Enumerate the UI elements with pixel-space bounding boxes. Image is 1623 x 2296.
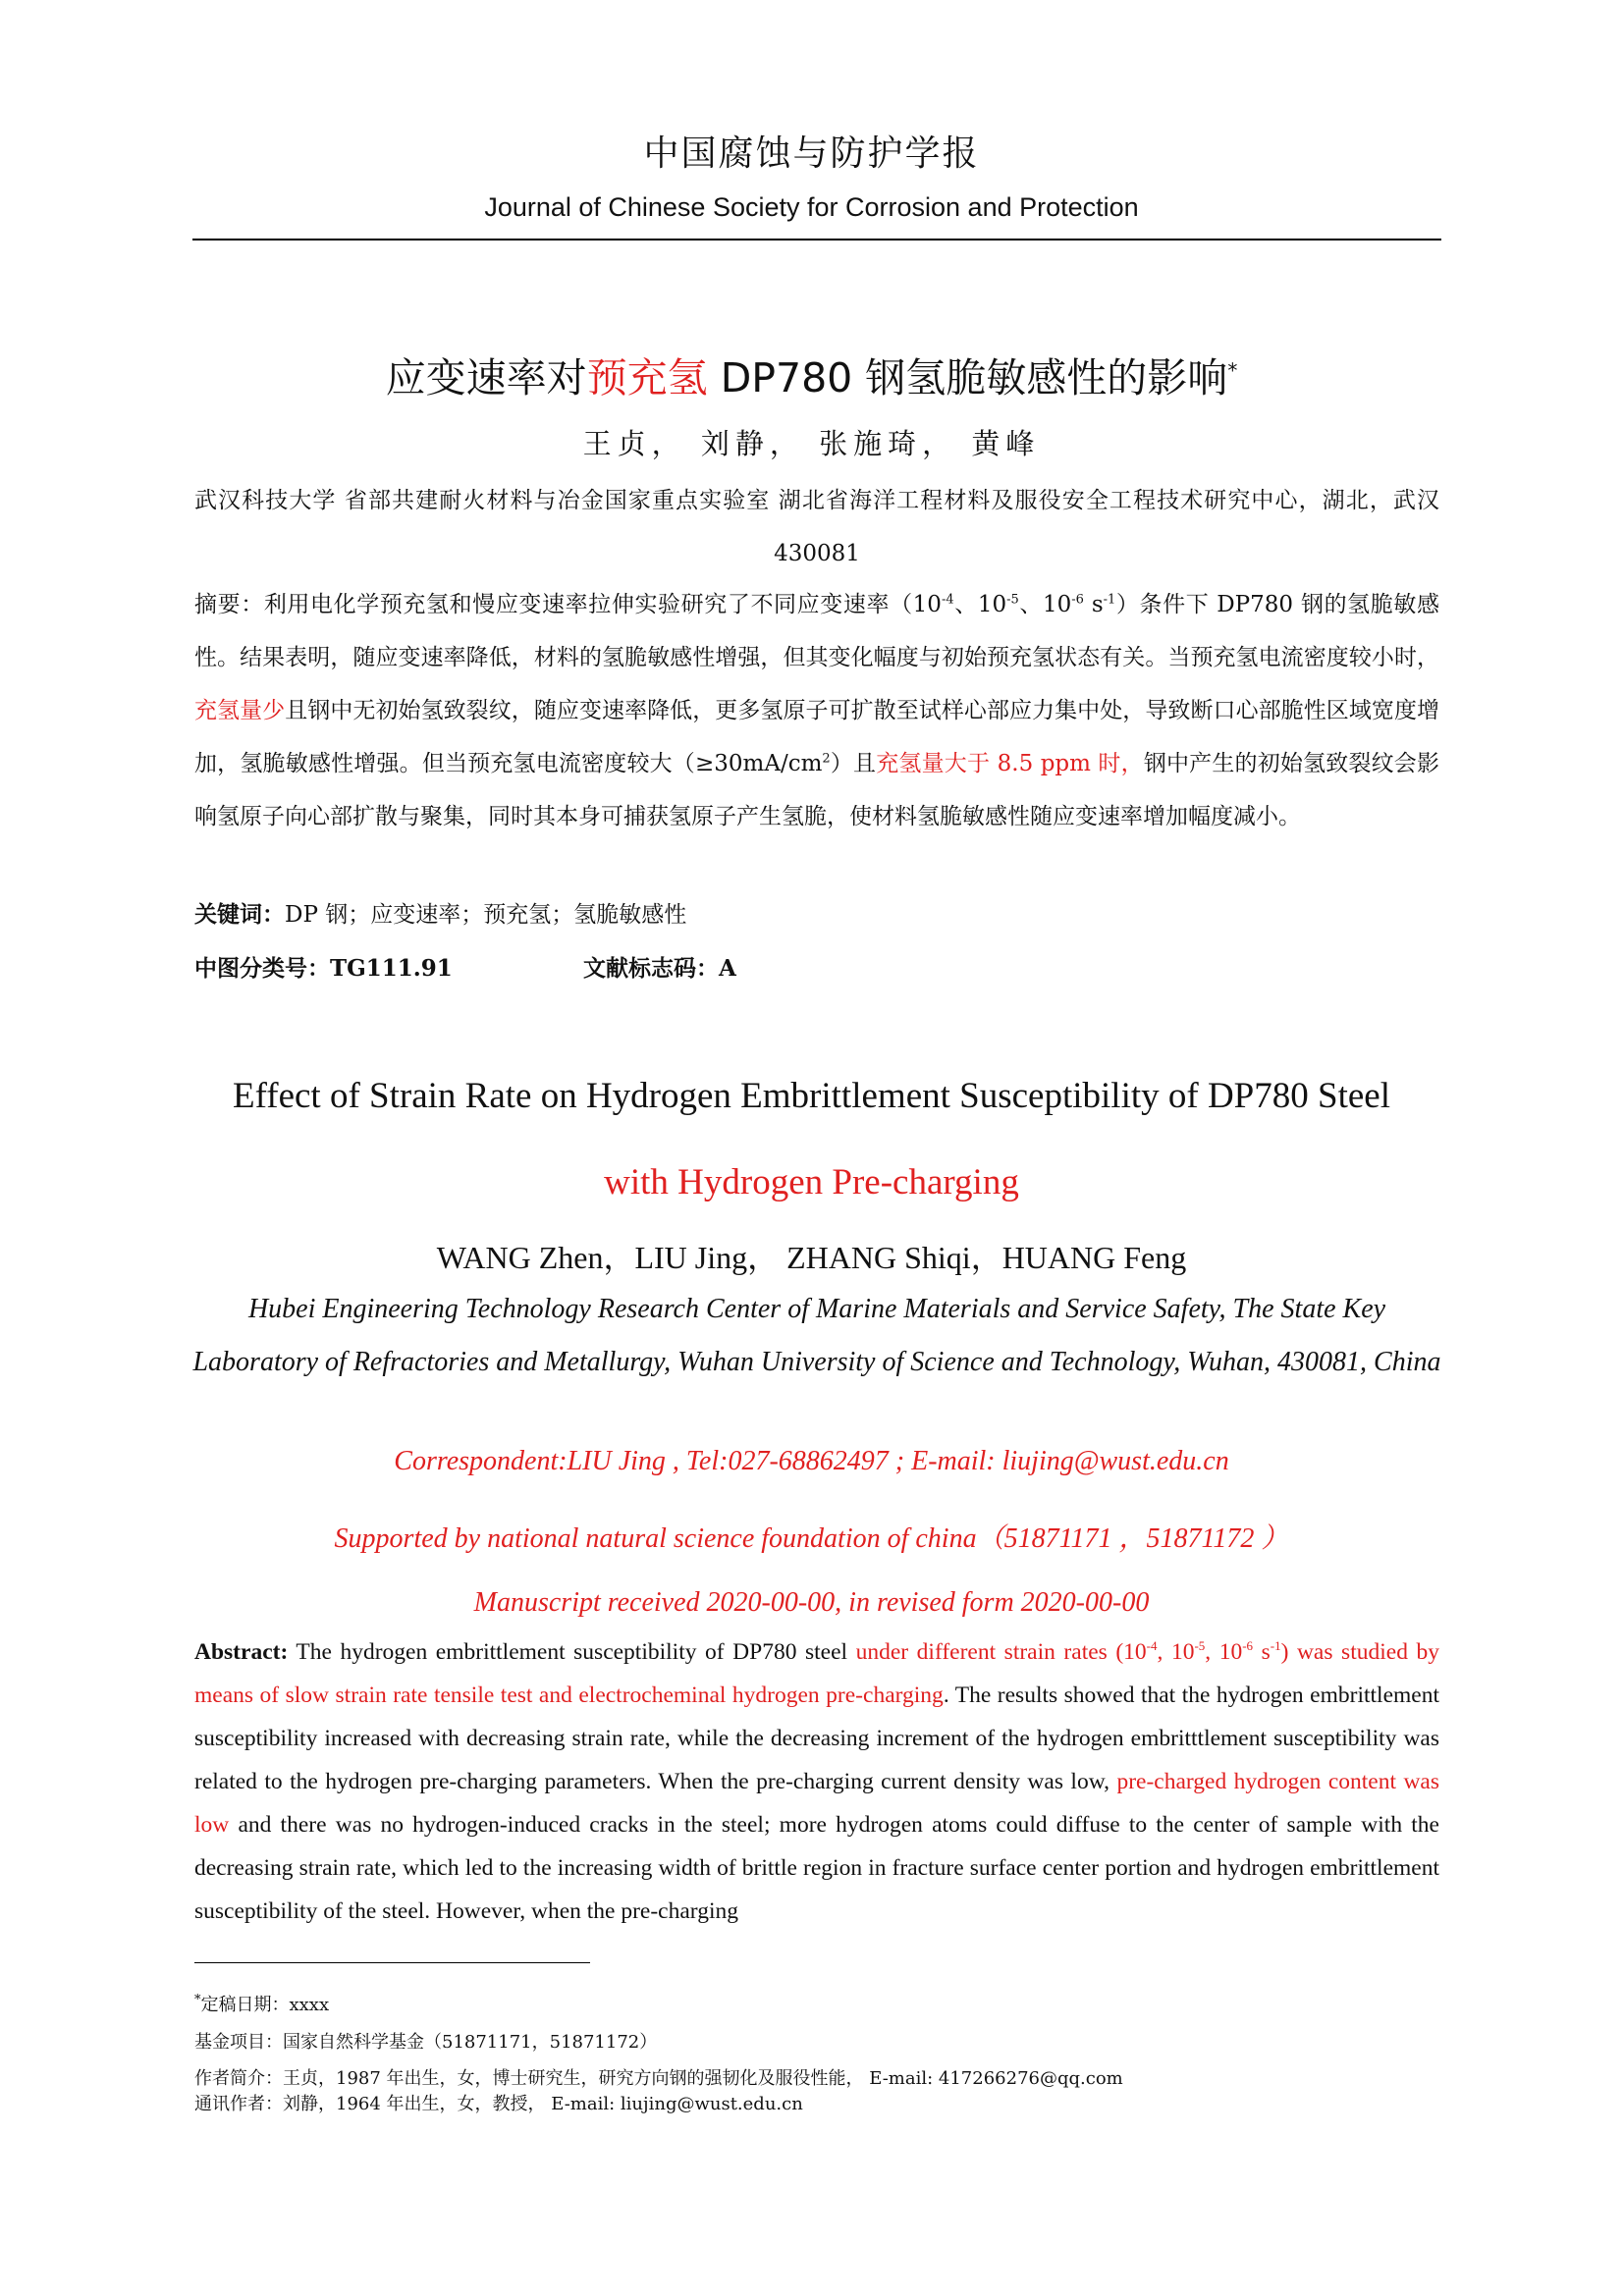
abstract-cn-highlight: 充氢量大于 8.5 ppm 时，	[876, 751, 1144, 776]
abstract-en-text: The hydrogen embrittlement susceptibility of DP780 steel	[288, 1639, 856, 1665]
exponent: -6	[1242, 1638, 1254, 1654]
abstract-cn-text: 、10	[953, 592, 1007, 617]
title-cn-part3: DP780 钢氢脆敏感性的影响	[707, 354, 1228, 401]
manuscript-received: Manuscript received 2020-00-00, in revised form 2020-00-00	[473, 1587, 1150, 1618]
authors-en: WANG Zhen，LIU Jing， ZHANG Shiqi，HUANG Feng	[436, 1240, 1187, 1275]
exponent: -6	[1071, 592, 1084, 608]
abstract-cn-text: ）且	[830, 751, 877, 776]
abstract-cn-text: 、10	[1018, 592, 1072, 617]
affiliation-en: Hubei Engineering Technology Research Center of Marine Materials and Service Safety, The State Key Laboratory of Refractories and Metallurgy, Wuhan University of Science and Technology, Wuhan, 430081, China	[192, 1294, 1441, 1377]
affiliation-cn-text: 武汉科技大学 省部共建耐火材料与冶金国家重点实验室 湖北省海洋工程材料及服役安全工程技术研究中心，湖北，武汉 430081	[194, 488, 1439, 566]
funding-support: Supported by national natural science foundation of china（51871171 ，51871172 ）	[334, 1523, 1289, 1554]
journal-title-en: Journal of Chinese Society for Corrosion and Protection	[484, 192, 1139, 222]
classification-line	[194, 950, 736, 983]
paper-title-cn	[0, 346, 1623, 403]
exponent: 2	[822, 751, 831, 767]
doc-code-label: 文献标志码：	[583, 955, 719, 982]
abstract-cn-highlight: 充氢量少	[194, 698, 286, 723]
footnote-funding: 基金项目：国家自然科学基金（51871171，51871172）	[194, 2032, 658, 2053]
title-cn-footnote-mark: *	[1227, 358, 1238, 383]
footnote-text: 定稿日期：xxxx	[200, 1995, 330, 2015]
paper-title-en-line2: with Hydrogen Pre-charging	[604, 1162, 1019, 1202]
abstract-cn-text: s	[1083, 592, 1104, 617]
abstract-en-text: ) was studied by means of slow strain rate tensile test and electrocheminal hydrogen pre-charging	[194, 1639, 1439, 1708]
doc-code-value: A	[719, 955, 736, 982]
keywords-cn-value: DP 钢；应变速率；预充氢；氢脆敏感性	[285, 902, 687, 928]
footnote-finalized-date	[194, 1991, 329, 2016]
abstract-en-text: and there was no hydrogen-induced cracks in the steel; more hydrogen atoms could diffuse to the center of sample with the decreasing strain rate, which led to the increasing width of brittle region in fracture surface center portion and hydrogen embrittlement susceptibility of the steel. However, when the pre-charging	[194, 1812, 1439, 1924]
abstract-en-highlight: pre-charged hydrogen content was low	[194, 1769, 1439, 1838]
abstract-en-label: Abstract:	[194, 1639, 289, 1665]
footnote-corresponding-author: 通讯作者：刘静，1964 年出生，女，教授， E-mail: liujing@wust.edu.cn	[194, 2094, 803, 2114]
exponent: -4	[941, 592, 954, 608]
footnote-mark: *	[194, 1993, 201, 2007]
affiliation-cn	[194, 474, 1439, 580]
exponent: -1	[1103, 592, 1116, 608]
keywords-cn-label: 关键词：	[194, 901, 285, 928]
abstract-en-text: , 10	[1205, 1639, 1243, 1665]
abstract-cn-text: ）条件下 DP780 钢的氢脆敏感性。结果表明，随应变速率降低，材料的氢脆敏感性增强，但其变化幅度与初始预充氢状态有关。当预充氢电流密度较小时，	[194, 592, 1439, 670]
title-cn-part1: 应变速率对	[385, 354, 587, 401]
footnote-author-bio: 作者简介：王贞，1987 年出生，女，博士研究生，研究方向钢的强韧化及服役性能， E-mail: 417266276@qq.com	[194, 2068, 1123, 2089]
clc-value: TG111.91	[330, 955, 453, 982]
exponent: -5	[1006, 592, 1019, 608]
abstract-en-text: s	[1253, 1639, 1271, 1665]
abstract-cn-text: 利用电化学预充氢和慢应变速率拉伸实验研究了不同应变速率（10	[263, 592, 942, 617]
abstract-en-text: , 10	[1157, 1639, 1195, 1665]
exponent: -4	[1146, 1638, 1158, 1654]
abstract-en-text: . The results showed that the hydrogen embrittlement susceptibility increased with decreasing strain rate, while the decreasing increment of the hydrogen embritttlement susceptibility was related to the hydrogen pre-charging parameters. When the pre-charging current density was low,	[194, 1682, 1439, 1794]
paper-title-en-line1: Effect of Strain Rate on Hydrogen Embrittlement Susceptibility of DP780 Steel	[233, 1076, 1390, 1116]
journal-title-cn: 中国腐蚀与防护学报	[643, 133, 980, 174]
document-code	[583, 950, 736, 983]
correspondent: Correspondent:LIU Jing , Tel:027-68862497 ; E-mail: liujing@wust.edu.cn	[394, 1446, 1229, 1476]
title-cn-highlight: 预充氢	[586, 354, 708, 401]
footnote-divider	[194, 1962, 590, 1963]
exponent: -5	[1194, 1638, 1206, 1654]
abstract-cn-text: 且钢中无初始氢致裂纹，随应变速率降低，更多氢原子可扩散至试样心部应力集中处，导致断口心部脆性区域宽度增加，氢脆敏感性增强。但当预充氢电流密度较大（≥30mA/cm	[194, 698, 1440, 776]
abstract-cn-label: 摘要：	[194, 592, 264, 617]
abstract-en	[194, 1630, 1439, 1933]
authors-cn: 王贞， 刘静， 张施琦， 黄峰	[582, 427, 1041, 460]
exponent: -1	[1270, 1638, 1281, 1654]
abstract-cn-text: 钢中产生的初始氢致裂纹会影响氢原子向心部扩散与聚集，同时其本身可捕获氢原子产生氢脆，使材料氢脆敏感性随应变速率增加幅度减小。	[194, 751, 1439, 829]
abstract-cn	[194, 578, 1439, 843]
clc-label: 中图分类号：	[194, 955, 330, 982]
header-divider	[192, 239, 1441, 240]
keywords-cn	[194, 896, 686, 929]
abstract-en-text: under different strain rates (10	[855, 1639, 1147, 1665]
